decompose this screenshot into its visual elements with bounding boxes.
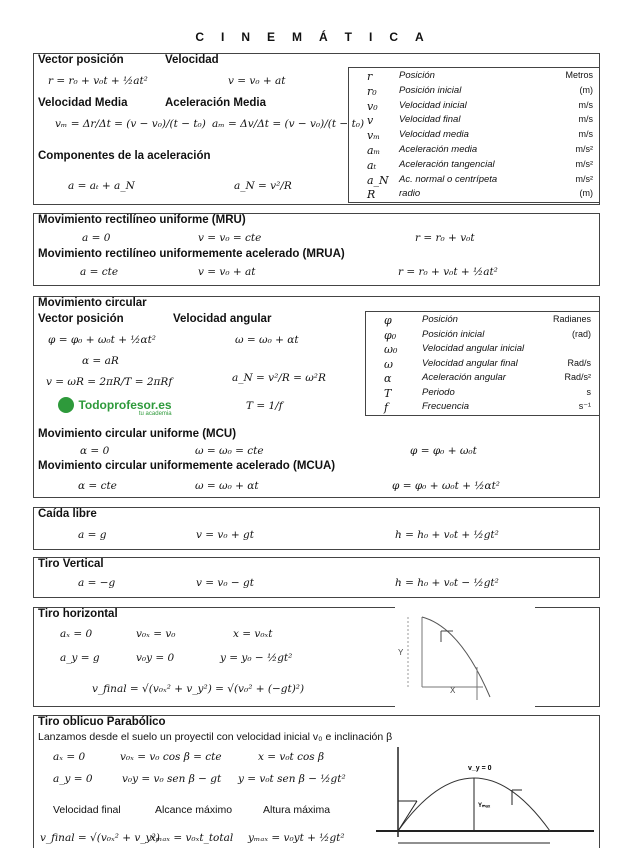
ymax-label: Yₘₐₓ	[478, 803, 491, 809]
table-symbol: r	[367, 70, 373, 83]
table-symbol: aₘ	[367, 144, 381, 157]
table-symbol: ω₀	[384, 343, 398, 356]
table-description: Ac. normal o centrípeta	[399, 173, 498, 185]
table-row	[349, 159, 599, 174]
formula-mru-r: r = r₀ + v₀t	[415, 232, 475, 244]
heading-mrua: Movimiento rectilíneo uniformemente acelerado (MRUA)	[38, 248, 345, 260]
formula-ot-x: x = v₀t cos β	[258, 751, 325, 763]
formula-ht-vfinal: v_final = √(v₀ₓ² + v_y²) = √(v₀² + (−gt)²)	[92, 683, 305, 695]
table-description: Velocidad angular final	[422, 357, 518, 369]
table-symbol: vₘ	[367, 129, 380, 143]
table-description: Velocidad angular inicial	[422, 343, 525, 354]
table-unit: m/s²	[575, 158, 593, 169]
formula-ht-v0x: v₀ₓ = v₀	[136, 628, 176, 640]
heading-velocity: Velocidad	[165, 54, 219, 66]
table-row	[366, 343, 599, 358]
formula-angular-velocity: ω = ω₀ + αt	[235, 334, 299, 346]
formula-ht-ax: aₓ = 0	[60, 628, 93, 640]
table-unit: (rad)	[571, 328, 591, 339]
table-unit: Rad/s²	[564, 372, 591, 382]
table-row	[366, 358, 599, 373]
formula-ff-h: h = h₀ + v₀t + ½gt²	[395, 529, 499, 541]
table-description: radio	[399, 188, 421, 200]
formula-mru-a: a = 0	[82, 232, 111, 244]
table-row	[366, 329, 599, 344]
formula-ht-y: y = y₀ − ½gt²	[220, 652, 293, 664]
logo	[58, 396, 172, 417]
formula-ot-y: y = v₀t sen β − ½gt²	[238, 773, 346, 785]
table-row	[366, 387, 599, 402]
formula-ot-vfinal: v_final = √(v₀ₓ² + v_y²)	[40, 832, 160, 844]
table-symbol: R	[367, 188, 376, 202]
formula-velocity: v = v₀ + at	[228, 75, 286, 87]
table-description: Posición inicial	[399, 84, 462, 96]
table-unit: m/s	[578, 114, 593, 125]
formula-vt-v: v = v₀ − gt	[196, 577, 254, 589]
formula-angular-position: φ = φ₀ + ω₀t + ½αt²	[48, 334, 157, 346]
table-unit: Rad/s	[567, 357, 591, 368]
heading-circular: Movimiento circular	[38, 297, 147, 309]
section-vertical-throw	[33, 557, 600, 598]
formula-ht-ay: a_y = g	[60, 652, 100, 664]
formula-mrua-a: a = cte	[80, 266, 119, 278]
table-row	[366, 314, 599, 329]
heading-oblique-throw: Tiro oblicuo Parabólico	[38, 716, 166, 728]
logo-icon	[58, 397, 74, 413]
oblique-intro: Lanzamos desde el suelo un proyectil con velocidad inicial v₀ e inclinación β	[38, 731, 393, 743]
label-max-range: Alcance máximo	[155, 804, 233, 816]
heading-horizontal-throw: Tiro horizontal	[38, 608, 118, 620]
heading-vertical-throw: Tiro Vertical	[38, 558, 104, 570]
table-unit: (m)	[579, 188, 593, 199]
formula-position: r = r₀ + v₀t + ½at²	[48, 75, 148, 87]
oblique-throw-diagram	[372, 745, 597, 848]
heading-mru: Movimiento rectilíneo uniforme (MRU)	[38, 214, 246, 226]
table-unit: m/s²	[575, 144, 593, 154]
formula-mean-acceleration: aₘ = Δv/Δt = (v − v₀)/(t − t₀)	[212, 118, 365, 130]
formula-ot-xmax: xₘₐₓ = v₀ₓt_total	[150, 832, 234, 844]
formula-normal-acceleration: a_N = v²/R	[234, 180, 292, 192]
formula-linear-velocity: v = ωR = 2πR/T = 2πRf	[46, 376, 173, 388]
table-description: Aceleración media	[399, 144, 478, 155]
page-title: CINEMÁTICA	[195, 30, 441, 44]
table-row	[349, 174, 599, 189]
formula-ht-v0y: v₀y = 0	[136, 652, 175, 664]
table-row	[349, 85, 599, 100]
table-description: Aceleración angular	[422, 372, 506, 383]
label-max-height: Altura máxima	[263, 804, 331, 816]
formula-mcu-phi: φ = φ₀ + ω₀t	[410, 445, 477, 457]
table-unit: m/s²	[575, 173, 593, 184]
angular-symbols-table	[365, 311, 600, 416]
formula-ot-voy: v₀y = v₀ sen β − gt	[122, 773, 222, 785]
formula-mru-v: v = v₀ = cte	[198, 232, 262, 244]
table-description: Posición	[422, 314, 458, 325]
table-symbol: v	[367, 114, 374, 128]
formula-ff-v: v = v₀ + gt	[196, 529, 254, 541]
table-description: Velocidad inicial	[399, 99, 467, 111]
formula-mean-velocity: vₘ = Δr/Δt = (v − v₀)/(t − t₀)	[55, 118, 206, 130]
table-unit: Radianes	[552, 314, 591, 324]
table-row	[366, 372, 599, 387]
formula-vt-h: h = h₀ + v₀t − ½gt²	[395, 577, 499, 589]
formula-acceleration-sum: a = aₜ + a_N	[68, 180, 135, 192]
table-row	[349, 144, 599, 159]
table-symbol: φ	[384, 314, 392, 327]
x-label: X	[450, 686, 456, 695]
section-free-fall	[33, 507, 600, 550]
table-row	[366, 401, 599, 416]
table-description: Frecuencia	[422, 401, 469, 412]
formula-ot-ymax: yₘₐₓ = v₀yt + ½gt²	[248, 832, 345, 844]
symbols-table	[348, 67, 600, 203]
y-label: Y	[398, 648, 404, 657]
table-row	[349, 114, 599, 129]
formula-mrua-v: v = v₀ + at	[198, 266, 256, 278]
formula-mcua-alpha: α = cte	[78, 480, 117, 492]
table-unit: (m)	[579, 84, 593, 95]
table-row	[349, 100, 599, 115]
logo-subtext: tu academia	[138, 411, 172, 417]
table-description: Velocidad final	[399, 114, 461, 126]
table-symbol: α	[384, 372, 392, 385]
heading-mcua: Movimiento circular uniformemente acelerado (MCUA)	[38, 460, 336, 472]
formula-mcua-phi: φ = φ₀ + ω₀t + ½αt²	[392, 480, 501, 492]
table-description: Aceleración tangencial	[399, 158, 495, 170]
formula-ot-v0x: v₀ₓ = v₀ cos β = cte	[120, 751, 222, 763]
label-final-velocity: Velocidad final	[53, 804, 121, 816]
formula-alpha: α = aR	[82, 355, 119, 367]
heading-angular-position: Vector posición	[38, 313, 124, 325]
table-unit: s⁻¹	[578, 401, 591, 411]
table-row	[349, 188, 599, 203]
heading-angular-velocity: Velocidad angular	[173, 313, 272, 325]
formula-ot-ax: aₓ = 0	[53, 751, 86, 763]
vy-zero-label: v_y = 0	[468, 765, 492, 772]
heading-mean-acceleration: Aceleración Media	[165, 97, 266, 109]
table-symbol: aₜ	[367, 158, 377, 172]
table-row	[349, 70, 599, 85]
table-symbol: a_N	[367, 173, 389, 187]
table-unit: m/s	[578, 99, 593, 110]
formula-centripetal: a_N = v²/R = ω²R	[232, 372, 326, 384]
table-unit: m/s	[578, 129, 593, 140]
initial-velocity-vector	[398, 801, 417, 831]
heading-mcu: Movimiento circular uniforme (MCU)	[38, 428, 237, 440]
table-unit: Metros	[565, 70, 593, 80]
heading-position-vector: Vector posición	[38, 54, 124, 66]
formula-period: T = 1/f	[246, 400, 283, 412]
logo-text: Todoprofesor.es	[78, 397, 172, 412]
formula-vt-a: a = −g	[78, 577, 116, 589]
table-symbol: ω	[384, 357, 393, 371]
table-row	[349, 129, 599, 144]
table-symbol: v₀	[367, 99, 378, 113]
table-symbol: φ₀	[384, 328, 397, 342]
formula-ht-x: x = v₀ₓt	[233, 628, 273, 640]
heading-acceleration-components: Componentes de la aceleración	[38, 150, 211, 162]
heading-free-fall: Caída libre	[38, 508, 97, 520]
formula-mrua-r: r = r₀ + v₀t + ½at²	[398, 266, 498, 278]
formula-mcu-omega: ω = ω₀ = cte	[195, 445, 264, 457]
horizontal-throw-diagram	[395, 607, 535, 707]
table-description: Posición	[399, 70, 435, 81]
heading-mean-velocity: Velocidad Media	[38, 97, 128, 109]
formula-ff-a: a = g	[78, 529, 107, 541]
table-symbol: T	[384, 386, 392, 400]
table-symbol: f	[384, 401, 389, 414]
table-description: Velocidad media	[399, 129, 469, 141]
table-symbol: r₀	[367, 84, 377, 98]
formula-ot-ay: a_y = 0	[53, 773, 93, 785]
formula-mcua-omega: ω = ω₀ + αt	[195, 480, 259, 492]
formula-mcu-alpha: α = 0	[80, 445, 110, 457]
table-unit: s	[586, 386, 591, 397]
table-description: Posición inicial	[422, 328, 485, 340]
table-description: Periodo	[422, 386, 455, 398]
